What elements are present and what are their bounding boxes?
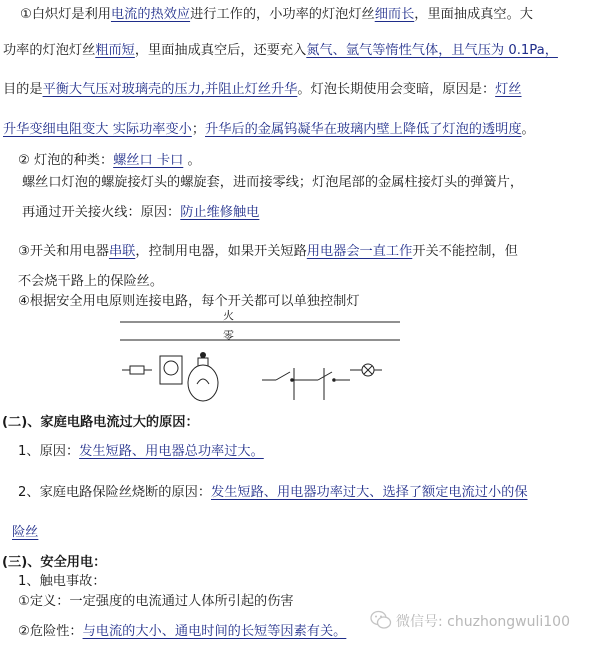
- text-span: 再通过开关接火线：原因：: [22, 205, 181, 220]
- text-line: [3, 80, 522, 100]
- answer-span: 防止维修触电: [180, 205, 260, 220]
- answer-span: 串联: [108, 244, 136, 259]
- answer-span: 氮气、氩气等惰性气体: [306, 43, 439, 58]
- answer-span: 升华后的金属钨凝华在玻璃内壁上降低了灯泡的透明度: [205, 122, 522, 137]
- text-span: 。: [183, 153, 201, 168]
- text-line: [18, 483, 528, 503]
- bulb-icon: [188, 352, 218, 401]
- text-line: [12, 523, 38, 543]
- text-span: ①白炽灯是利用: [20, 7, 111, 22]
- answer-span: 升华变细电阻变大 实际功率变小: [3, 122, 192, 137]
- wechat-icon: [370, 610, 392, 630]
- text-span: 。: [521, 122, 535, 137]
- answer-span: 用电器会一直工作: [306, 244, 413, 259]
- text-line: [18, 442, 264, 462]
- text-line: [18, 592, 294, 612]
- text-span: ③开关和用电器: [18, 244, 109, 259]
- answer-span: 发生短路、用电器总功率过大。: [79, 444, 264, 459]
- text-line: [18, 272, 163, 292]
- text-span: 1、触电事故：: [18, 574, 106, 589]
- text-span: 。灯泡长期使用会变暗，原因是：: [297, 82, 496, 97]
- section-heading: [2, 553, 106, 573]
- text-span: 目的是: [3, 82, 43, 97]
- text-line: [3, 120, 535, 140]
- answer-span: 险丝: [12, 525, 39, 540]
- text-line: [22, 173, 523, 193]
- answer-span: 电流的热效应: [110, 7, 191, 22]
- text-line: [22, 203, 259, 223]
- text-span: ④根据安全用电原则连接电路，每个开关都可以单独控制灯: [18, 294, 360, 309]
- text-span: 开关不能控制，但: [412, 244, 518, 259]
- heading-text: (二)、家庭电路电流过大的原因：: [2, 415, 199, 430]
- text-line: [18, 572, 106, 592]
- answer-span: 细而长: [374, 7, 415, 22]
- answer-span: 灯丝: [495, 82, 522, 97]
- answer-span: 螺丝口 卡口: [113, 153, 184, 168]
- answer-span: 平衡大气压对玻璃壳的压力,并阻止灯丝升华: [42, 82, 298, 97]
- text-span: ② 灯泡的种类：: [18, 153, 114, 168]
- text-line: [18, 242, 518, 262]
- circuit-diagram: [0, 308, 595, 408]
- text-line: [18, 622, 346, 642]
- answer-span: 粗而短: [95, 43, 135, 58]
- fuse-icon: [122, 366, 152, 374]
- lamp-symbol-icon: [350, 364, 382, 376]
- heading-text: (三)、安全用电：: [2, 555, 107, 570]
- answer-span: ，且气压为 0.1Pa，: [438, 43, 558, 58]
- switch-2-icon: [308, 368, 350, 400]
- text-span: 进行工作的，小功率的灯泡灯丝: [190, 7, 375, 22]
- text-span: 不会烧干路上的保险丝。: [18, 274, 164, 289]
- text-span: 1、原因：: [18, 444, 80, 459]
- text-span: 螺丝口灯泡的螺旋接灯头的螺旋套，进而接零线；灯泡尾部的金属柱接灯头的弹簧片，: [22, 175, 524, 190]
- text-span: ，控制用电器，如果开关短路: [135, 244, 307, 259]
- text-span: 2、家庭电路保险丝烧断的原因：: [18, 485, 212, 500]
- fire-label: 火: [223, 309, 234, 322]
- switch-1-icon: [262, 368, 308, 400]
- section-heading: [2, 413, 199, 433]
- text-line: [18, 151, 201, 171]
- answer-span: 与电流的大小、通电时间的长短等因素有关。: [82, 624, 347, 639]
- text-span: ②危险性：: [18, 624, 83, 639]
- text-span: ，里面抽成真空后，还要充入: [134, 43, 307, 58]
- neutral-label: 零: [223, 329, 234, 342]
- text-line: [3, 41, 558, 61]
- socket-icon: [160, 356, 182, 384]
- text-span: 功率的灯泡灯丝: [3, 43, 96, 58]
- text-span: ，里面抽成真空。大: [414, 7, 533, 22]
- answer-span: 发生短路、用电器功率过大、选择了额定电流过小的保: [211, 485, 528, 500]
- text-span: ①定义：一定强度的电流通过人体所引起的伤害: [18, 594, 294, 609]
- text-line: [20, 5, 533, 25]
- watermark-text: 微信号: chuzhongwuli100: [396, 614, 570, 630]
- text-span: ；: [191, 122, 206, 137]
